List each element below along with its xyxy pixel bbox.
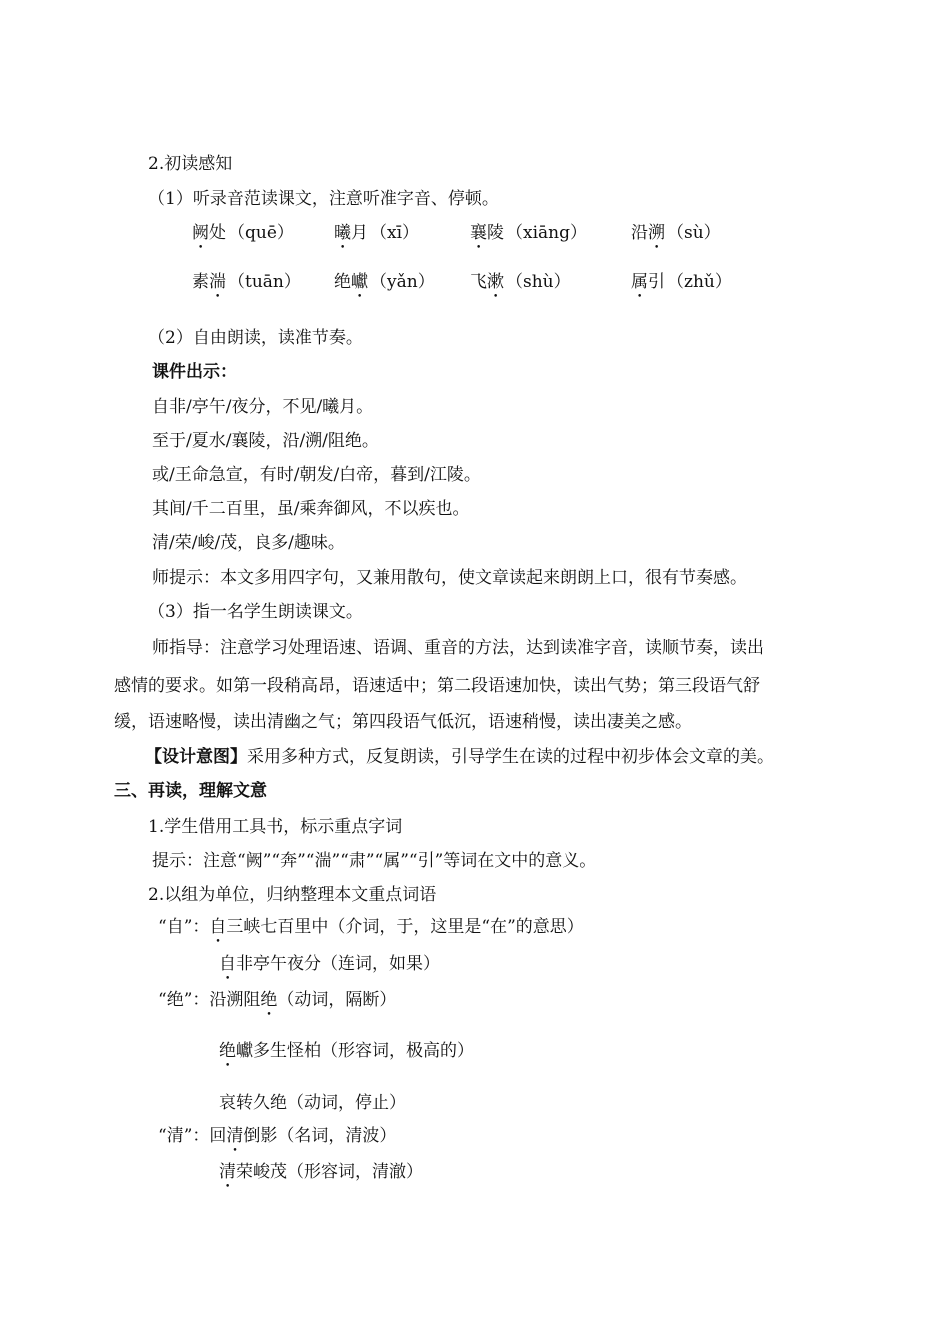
word-example: 绝巘多生怪柏（形容词，极高的）	[219, 1041, 474, 1061]
teacher-tip: 师提示：本文多用四字句，又兼用散句，使文章读起来朗朗上口，很有节奏感。	[152, 568, 747, 588]
pinyin-item: 素湍 （tuān）	[192, 272, 301, 292]
emphasized-char: 自	[219, 954, 236, 974]
emphasized-char: 清	[219, 1162, 236, 1182]
pinyin-reading: （quē）	[228, 223, 294, 243]
pinyin-reading: （zhǔ）	[667, 272, 732, 292]
design-intent-label: 【设计意图】	[145, 747, 247, 767]
teacher-guide-line: 感情的要求。如第一段稍高昂，语速适中；第二段语速加快，读出气势；第三段语气舒	[114, 676, 760, 696]
pinyin-item: 飞漱 （shù）	[470, 272, 571, 292]
pinyin-item: 沿溯 （sù）	[631, 223, 721, 243]
rhythm-line: 其间/千二百里，虽/乘奔御风，不以疾也。	[152, 499, 470, 519]
pinyin-item: 曦月 （xī）	[334, 223, 420, 243]
emphasized-char: 属	[631, 272, 648, 292]
step-listen-recording: （1）听录音范读课文，注意听准字音、停顿。	[148, 189, 499, 209]
pinyin-reading: （xī）	[370, 223, 420, 243]
emphasized-char: 绝	[260, 990, 278, 1010]
section-heading: 三、再读，理解文意	[114, 781, 267, 801]
word-example: 哀转久绝（动词，停止）	[219, 1093, 406, 1113]
pinyin-reading: （tuān）	[228, 272, 301, 292]
emphasized-char: 阙	[192, 223, 209, 243]
word-example: 清荣峻茂（形容词，清澈）	[219, 1162, 423, 1182]
pinyin-item: 阙处 （quē）	[192, 223, 294, 243]
pinyin-item: 属引 （zhǔ）	[631, 272, 732, 292]
emphasized-char: 巘	[351, 272, 368, 292]
pinyin-reading: （shù）	[506, 272, 571, 292]
pinyin-item: 襄陵 （xiāng）	[470, 223, 587, 243]
step-free-reading: （2）自由朗读，读准节奏。	[148, 328, 363, 348]
word-entry: “清”：回清倒影（名词，清波）	[158, 1126, 397, 1146]
pinyin-reading: （xiāng）	[506, 223, 587, 243]
rhythm-line: 自非/亭午/夜分，不见/曦月。	[152, 397, 374, 417]
emphasized-char: 曦	[334, 223, 351, 243]
pinyin-reading: （yǎn）	[370, 272, 435, 292]
rhythm-line: 清/荣/峻/茂，良多/趣味。	[152, 533, 345, 553]
design-intent	[145, 745, 774, 769]
teacher-guide-line: 师指导：注意学习处理语速、语调、重音的方法，达到读准字音，读顺节奏，读出	[152, 638, 764, 658]
rhythm-line: 或/王命急宣，有时/朝发/白帝，暮到/江陵。	[152, 465, 481, 485]
pinyin-reading: （sù）	[667, 223, 721, 243]
word-label: “清”：	[158, 1126, 210, 1146]
pinyin-item: 绝巘 （yǎn）	[334, 272, 435, 292]
emphasized-char: 自	[209, 917, 227, 937]
emphasized-char: 溯	[648, 223, 665, 243]
emphasized-char: 襄	[470, 223, 487, 243]
emphasized-char: 清	[226, 1126, 244, 1146]
word-label: “绝”：	[158, 990, 210, 1010]
word-label: “自”：	[158, 917, 210, 937]
courseware-label: 课件出示：	[152, 362, 237, 382]
step-summarize-words: 2.以组为单位，归纳整理本文重点词语	[148, 885, 437, 905]
word-entry: “绝”：沿溯阻绝（动词，隔断）	[158, 990, 397, 1010]
design-intent-text: 采用多种方式，反复朗读，引导学生在读的过程中初步体会文章的美。	[247, 747, 774, 767]
rhythm-line: 至于/夏水/襄陵，沿/溯/阻绝。	[152, 431, 379, 451]
emphasized-char: 湍	[209, 272, 226, 292]
word-entry: “自”：自三峡七百里中（介词，于，这里是“在”的意思）	[158, 917, 584, 937]
emphasized-char: 漱	[487, 272, 504, 292]
hint-text: 提示：注意“阙”“奔”“湍”“肃”“属”“引”等词在文中的意义。	[152, 851, 597, 871]
step-mark-words: 1.学生借用工具书，标示重点字词	[148, 817, 403, 837]
step-student-reading: （3）指一名学生朗读课文。	[148, 602, 363, 622]
heading-first-reading: 2.初读感知	[148, 154, 233, 174]
word-example: 自非亭午夜分（连词，如果）	[219, 954, 440, 974]
teacher-guide-line: 缓，语速略慢，读出清幽之气；第四段语气低沉，语速稍慢，读出凄美之感。	[114, 712, 692, 732]
emphasized-char: 绝	[219, 1041, 236, 1061]
